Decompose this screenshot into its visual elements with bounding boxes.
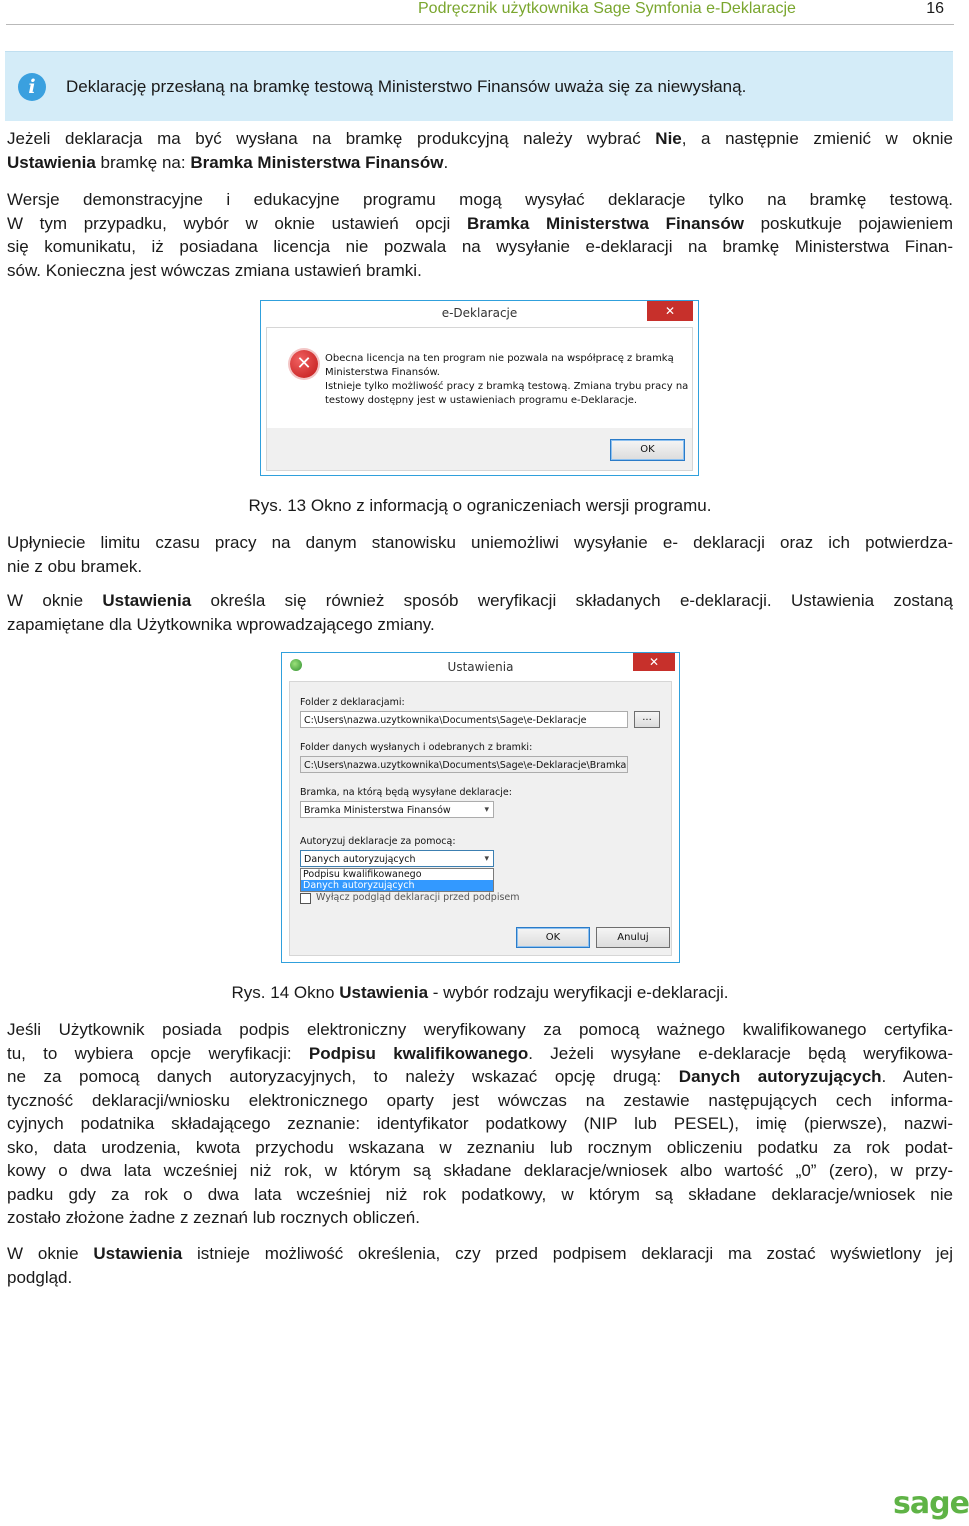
dialog-title: e-Deklaracje [441, 306, 518, 320]
paragraph-verification-options: Jeśli Użytkownik posiada podpis elektroniczny weryfikowany za pomocą ważnego kwalifikowanego certyfika- tu, to wybiera opcje weryfikacji: Podpisu kwalifikowanego. Jeżeli wysyłane e-deklaracje będą weryfikowa- ne za pomocą danych autoryzacyjnych, to należy wskazać opcję drugą: Danych autoryzujących. Auten- tyczność deklaracji/wniosku elektronicznego oparty jest wówczas na zestawie następujących cech informa- cyjnych podatnika składającego zeznanie: identyfikator podatkowy (NIP lub PESEL), imię (pierwsze), nazwi- sko, data urodzenia, kwota przychodu wskazana w zeznaniu lub rocznym obliczeniu podatku za rok podat- kowy o dwa lata wcześniej niż rok, w którym są składane deklaracje/wniosek albo wartość „0” (zero), w przy- padku gdy za rok o dwa lata wcześniej niż rok podatkowy, w którym są składane deklaracje/wniosek nie zostało złożone żadne z zeznań lub rocznych obliczeń. [7, 1020, 953, 1227]
auth-dropdown-list [300, 868, 494, 892]
sage-logo: sage [893, 1486, 969, 1521]
dialog-body [266, 327, 693, 471]
dialog-titlebar [261, 301, 698, 325]
page-header [6, 0, 954, 25]
sent-folder-label: Folder danych wysłanych i odebranych z bramki: [300, 742, 533, 753]
ok-button[interactable]: OK [516, 927, 590, 948]
document-title: Podręcznik użytkownika Sage Symfonia e-Deklaracje [418, 0, 796, 17]
paragraph-time-limit: Upłyniecie limitu czasu pracy na danym stanowisku uniemożliwi wysyłanie e- deklaracji oraz ich potwierdza- nie z obu bramek. [7, 533, 953, 576]
paragraph-settings-verification: W oknie Ustawienia określa się również sposób weryfikacji składanych e-deklaracji. Ustawienia zostaną zapamiętane dla Użytkownika wprowadzającego zmiany. [7, 591, 953, 634]
license-error-dialog [260, 300, 699, 476]
chevron-down-icon: ▾ [484, 805, 489, 815]
settings-dialog [281, 652, 680, 963]
figure-caption-13: Rys. 13 Okno z informacją o ograniczeniach wersji programu. [248, 496, 712, 515]
figure-caption-14: Rys. 14 Okno Ustawienia - wybór rodzaju weryfikacji e-deklaracji. [231, 983, 729, 1002]
preview-checkbox[interactable] [300, 893, 311, 904]
browse-button[interactable]: ... [634, 711, 660, 728]
folder-label: Folder z deklaracjami: [300, 697, 405, 708]
gate-select-value: Bramka Ministerstwa Finansów [304, 805, 451, 816]
paragraph-preview: W oknie Ustawienia istnieje możliwość określenia, czy przed podpisem deklaracji ma zostać wyświetlony jej podgląd. [7, 1244, 953, 1287]
folder-input[interactable]: C:\Users\nazwa.uzytkownika\Documents\Sage\e-Deklaracje [300, 711, 628, 728]
paragraph-production-gate: Jeżeli deklaracja ma być wysłana na bramkę produkcyjną należy wybrać Nie, a następnie zmienić w oknie Ustawienia bramkę na: Bramka Ministerstwa Finansów. [7, 129, 954, 172]
error-message: Obecna licencja na ten program nie pozwala na współpracę z bramką Ministerstwa Finansów. Istnieje tylko możliwość pracy z bramką testową. Zmiana trybu pracy na testowy dostępny jest w ustawieniach programu e-Deklaracje. [325, 353, 689, 406]
dialog-titlebar [282, 653, 679, 679]
chevron-down-icon: ▾ [484, 854, 489, 864]
info-note-text: Deklarację przesłaną na bramkę testową Ministerstwo Finansów uważa się za niewysłaną. [66, 77, 747, 96]
paragraph-demo-versions: Wersje demonstracyjne i edukacyjne programu mogą wysyłać deklaracje tylko na bramkę testową. W tym przypadku, wybór w oknie ustawień opcji Bramka Ministerstwa Finansów poskutkuje pojawieniem się komunikatu, iż posiadana licencja nie pozwala na wysyłanie e-deklaracji na bramkę Ministerstwa Finan- sów. Konieczna jest wówczas zmiana ustawień bramki. [7, 190, 953, 280]
close-button[interactable]: ✕ [647, 301, 693, 321]
info-icon: i [18, 73, 46, 101]
auth-option-authorization-data[interactable]: Danych autoryzujących [301, 880, 493, 891]
gate-select[interactable] [300, 801, 494, 818]
sent-folder-input: C:\Users\nazwa.uzytkownika\Documents\Sage\e-Deklaracje\Bramka [300, 756, 628, 773]
dialog-title: Ustawienia [447, 660, 514, 674]
auth-select[interactable] [300, 850, 494, 867]
info-note [5, 51, 953, 121]
page-number: 16 [926, 0, 944, 17]
auth-select-value: Danych autoryzujących [304, 854, 416, 865]
auth-label: Autoryzuj deklaracje za pomocą: [300, 836, 456, 847]
gate-label: Bramka, na którą będą wysyłane deklaracje: [300, 787, 512, 798]
preview-checkbox-label: Wyłącz podgląd deklaracji przed podpisem [316, 892, 520, 903]
cancel-button[interactable]: Anuluj [596, 927, 670, 948]
dialog-body [289, 681, 672, 956]
ok-button[interactable]: OK [610, 439, 685, 461]
error-icon: ✕ [290, 350, 318, 378]
auth-option-qualified-signature[interactable]: Podpisu kwalifikowanego [303, 869, 422, 880]
close-button[interactable]: ✕ [633, 653, 675, 671]
